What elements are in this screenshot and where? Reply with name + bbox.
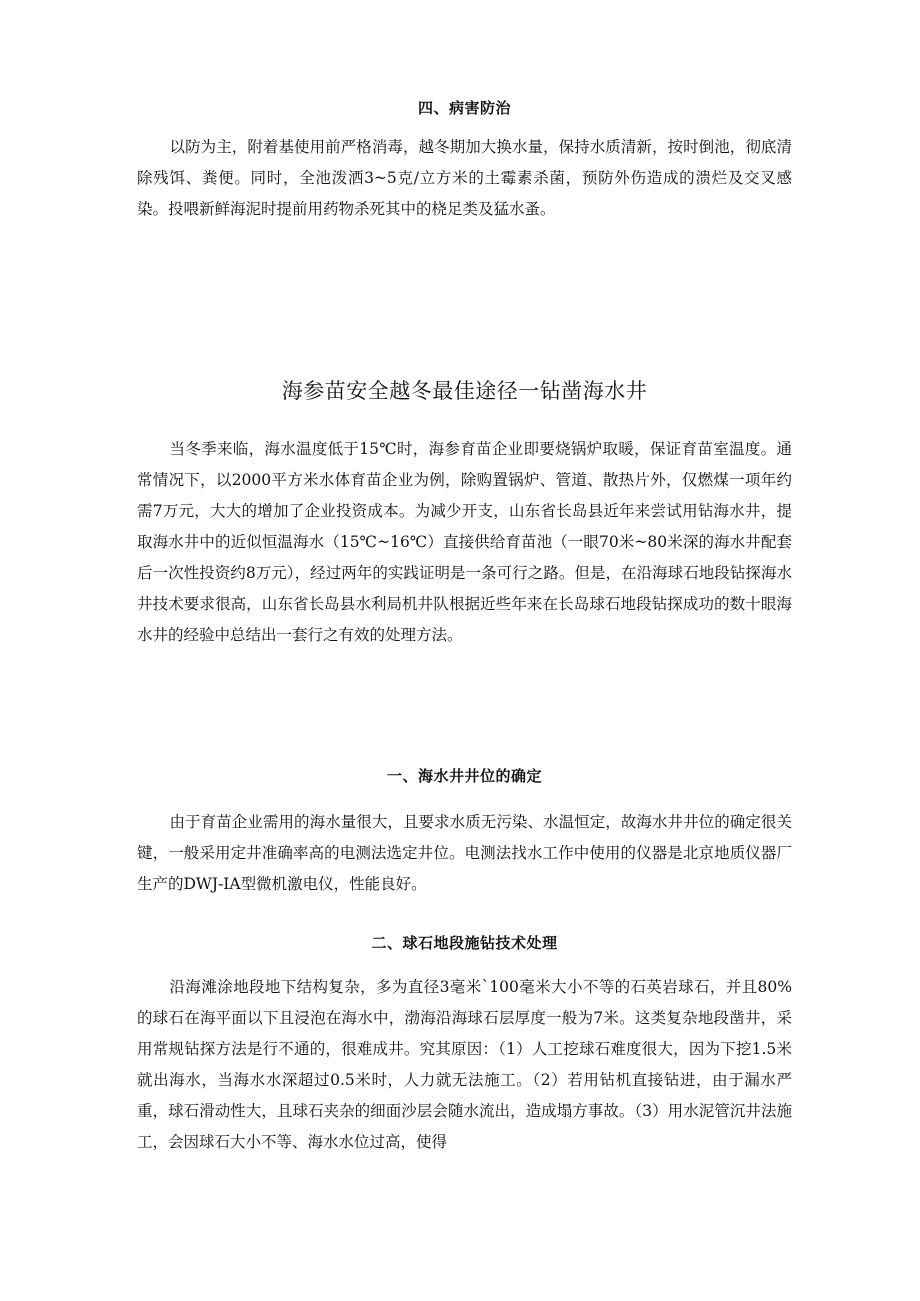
section-heading-boulder-drilling: 二、球石地段施钻技术处理 bbox=[371, 934, 558, 952]
paragraph-intro: 当冬季来临，海水温度低于15℃时，海参育苗企业即要烧锅炉取暖，保证育苗室温度。通常情况下，以2000平方米水体育苗企业为例，除购置锅炉、管道、散热片外，仅燃煤一项年约需7万元，大大的增加了企业投资成本。为减少开支，山东省长岛县近年来尝试用钻海水井，提取海水井中的近似恒温海水（15℃~16℃）直接供给育苗池（一眼70米~80米深的海水井配套后一次性投资约8万元），经过两年的实践证明是一条可行之路。但是，在沿海球石地段钻探海水井技术要求很高，山东省长岛县水利局机井队根据近些年来在长岛球石地段钻探成功的数十眼海水井的经验中总结出一套行之有效的处理方法。 bbox=[137, 440, 792, 644]
paragraph-well-location: 由于育苗企业需用的海水量很大，且要求水质无污染、水温恒定，故海水井井位的确定很关键，一般采用定井准确率高的电测法选定井位。电测法找水工作中使用的仪器是北京地质仪器厂生产的DWJ-IA型微机激电仪，性能良好。 bbox=[137, 813, 792, 893]
paragraph-boulder-drilling: 沿海滩涂地段地下结构复杂，多为直径3毫米`100毫米大小不等的石英岩球石，并且80%的球石在海平面以下且浸泡在海水中，渤海沿海球石层厚度一般为7米。这类复杂地段凿井，采用常规钻探方法是行不通的，很难成井。究其原因：（1）人工挖球石难度很大，因为下挖1.5米就出海水，当海水水深超过0.5米时，人力就无法施工。（2）若用钻机直接钻进，由于漏水严重，球石滑动性大，且球石夹杂的细面沙层会随水流出，造成塌方事故。（3）用水泥管沉井法施工，会因球石大小不等、海水水位过高，使得 bbox=[137, 978, 792, 1151]
section-heading-disease-prevention: 四、病害防治 bbox=[417, 99, 511, 117]
section-heading-well-location: 一、海水井井位的确定 bbox=[386, 767, 542, 785]
paragraph-disease-prevention: 以防为主，附着基使用前严格消毒，越冬期加大换水量，保持水质清新，按时倒池，彻底清除残饵、粪便。同时，全池泼洒3~5克/立方米的土霉素杀菌，预防外伤造成的溃烂及交叉感染。投喂新鲜海泥时提前用药物杀死其中的桡足类及猛水蚤。 bbox=[137, 138, 792, 218]
article-title: 海参苗安全越冬最佳途径一钻凿海水井 bbox=[281, 379, 648, 403]
